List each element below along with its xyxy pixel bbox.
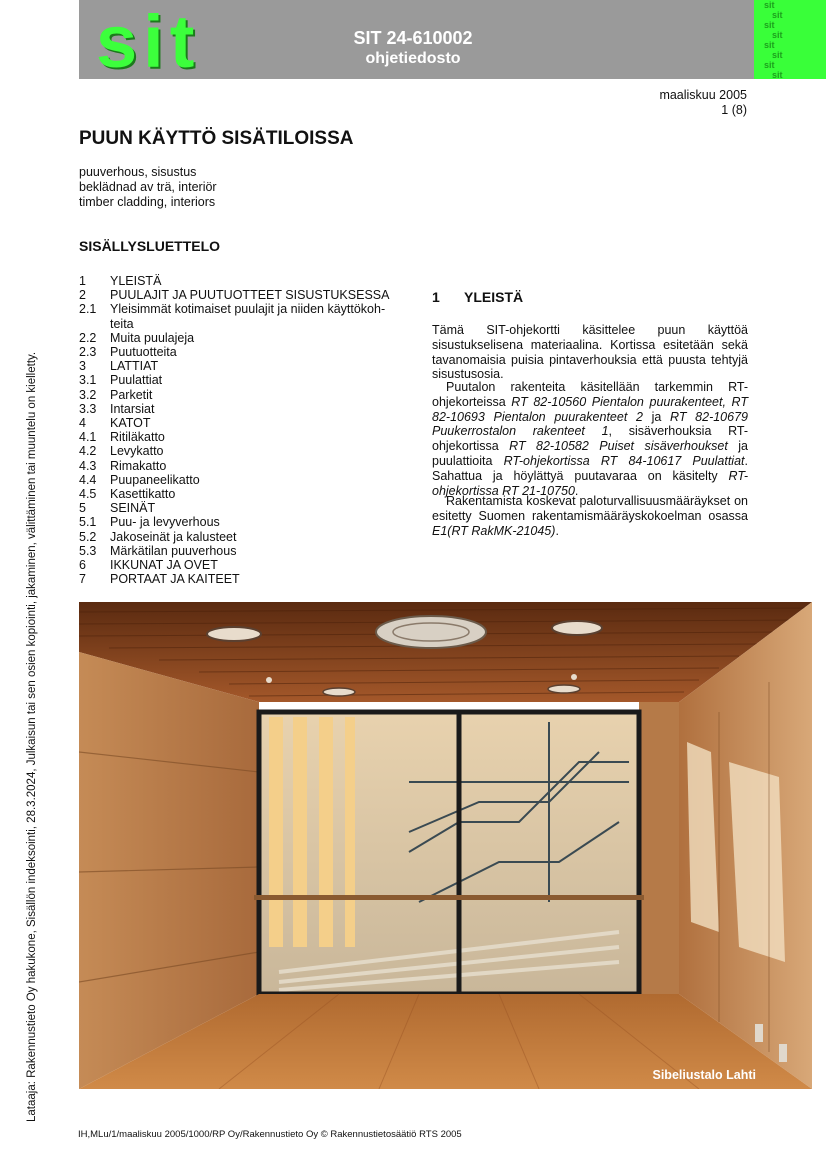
- toc-item-number: 2: [79, 288, 86, 303]
- toc-item-number: 3.1: [79, 373, 97, 388]
- toc-item-number: 5.3: [79, 543, 97, 558]
- toc-item: [79, 473, 399, 487]
- toc-item-label: PUULAJIT JA PUUTUOTTEET SISUSTUKSESSA: [110, 288, 390, 303]
- body-text: Rakentamista koskevat paloturvallisuusmääräykset on esitetty Suomen rakentamismääräyskokoelman osassa: [432, 494, 748, 523]
- toc-item: [79, 430, 399, 444]
- toc-item-label: YLEISTÄ: [110, 274, 162, 288]
- toc-item-number: 2.2: [79, 330, 97, 345]
- toc-item: [79, 487, 399, 501]
- table-of-contents: [79, 274, 399, 586]
- page-title: PUUN KÄYTTÖ SISÄTILOISSA: [79, 128, 354, 149]
- photo-caption: Sibeliustalo Lahti: [652, 1068, 756, 1082]
- document-type: ohjetiedosto: [365, 50, 461, 67]
- toc-item: [79, 373, 399, 387]
- logo-pattern: sit: [764, 60, 775, 70]
- toc-item-number: 4: [79, 416, 86, 431]
- toc-item-label: Puupaneelikatto: [110, 472, 200, 487]
- toc-item-label: Märkätilan puuverhous: [110, 543, 237, 558]
- reference-text: E1(RT RakMK-21045): [432, 523, 556, 538]
- keywords: [79, 165, 217, 210]
- toc-item: [79, 572, 399, 586]
- reference-text: RT 82-10582 Puiset sisäverhoukset: [509, 439, 728, 454]
- toc-item: [79, 388, 399, 402]
- toc-item-label: Intarsiat: [110, 401, 155, 416]
- reference-text: RT 82-10679 Puukerrostalon rakenteet 1: [432, 409, 748, 439]
- toc-item-number: 5.1: [79, 515, 97, 530]
- toc-item-label: IKKUNAT JA OVET: [110, 558, 218, 573]
- logo-pattern: sit: [764, 20, 775, 30]
- toc-item-number: 4.2: [79, 444, 97, 459]
- logo-pattern: sit: [772, 70, 783, 79]
- body-text: ja: [642, 409, 671, 424]
- toc-item: [79, 331, 399, 345]
- toc-item-number: 3: [79, 359, 86, 374]
- toc-item: [79, 515, 399, 529]
- toc-item-label: Jakoseinät ja kalusteet: [110, 529, 237, 544]
- toc-item-label: SEINÄT: [110, 501, 156, 516]
- body-text: , sisäverhouksia RT-ohjekortissa: [432, 424, 748, 454]
- body-text: .: [555, 523, 559, 538]
- toc-item-label: Parketit: [110, 387, 153, 402]
- keyword-fi: puuverhous, sisustus: [79, 165, 197, 179]
- body-text: .: [574, 483, 579, 498]
- toc-item: [79, 459, 399, 473]
- logo-pattern: sit: [764, 40, 775, 50]
- page-number: 1 (8): [721, 103, 747, 117]
- toc-item-label: Puulattiat: [110, 373, 163, 388]
- body-text: . Sahattua ja höylättyä puutavaraa on käsitelty: [432, 453, 748, 483]
- toc-item: [79, 302, 399, 330]
- toc-item: [79, 544, 399, 558]
- toc-item-label: Levykatto: [110, 444, 164, 459]
- toc-item: [79, 274, 399, 288]
- toc-item: [79, 359, 399, 373]
- date-block: [659, 88, 747, 118]
- toc-item-label: Puu- ja levyverhous: [110, 515, 220, 530]
- toc-item-label: KATOT: [110, 416, 151, 431]
- toc-item-number: 3.2: [79, 387, 97, 402]
- toc-item-number: 4.1: [79, 430, 97, 445]
- section-number: 1: [432, 289, 440, 305]
- reference-text: RT-ohjekortissa RT 21-10750: [432, 468, 748, 498]
- paragraph-2: [432, 380, 748, 498]
- toc-item-label: Kasettikatto: [110, 487, 176, 502]
- paragraph-1: Tämä SIT-ohjekortti käsittelee puun käyttöä sisustukselisena materiaalina. Kortissa esitetään sekä tavanomaisia puisia pintaverhouksia että puusta tehtyjä sisustusosia.: [432, 323, 748, 382]
- paragraph-3: [432, 494, 748, 538]
- logo-pattern: sit: [772, 50, 783, 60]
- toc-item-number: 6: [79, 558, 86, 573]
- toc-item-label: Yleisimmät kotimaiset puulajit ja niiden käyttökoh-teita: [110, 302, 386, 331]
- toc-item-number: 5: [79, 501, 86, 516]
- toc-item-number: 2.3: [79, 345, 97, 360]
- keyword-sv: beklädnad av trä, interiör: [79, 180, 217, 194]
- side-notice: Lataaja: Rakennustieto Oy hakukone, Sisällön indeksointi, 28.3.2024, Julkaisun tai sen osien kopiointi, jakaminen, välittäminen tai muuntelu on kielletty.: [26, 351, 38, 1122]
- sit-logo: sit: [96, 0, 201, 83]
- toc-item-label: Puutuotteita: [110, 345, 177, 360]
- toc-item-number: 4.4: [79, 472, 97, 487]
- toc-item-number: 2.1: [79, 302, 97, 317]
- toc-item: [79, 530, 399, 544]
- toc-item-label: PORTAAT JA KAITEET: [110, 572, 240, 587]
- toc-item: [79, 402, 399, 416]
- body-text: Puutalon rakenteita käsitellään tarkemmin RT-ohjekorteissa: [432, 380, 748, 409]
- toc-item-number: 4.5: [79, 487, 97, 502]
- toc-item-label: Muita puulajeja: [110, 330, 195, 345]
- toc-item-number: 1: [79, 274, 86, 288]
- keyword-en: timber cladding, interiors: [79, 195, 216, 209]
- header-decoration: [754, 0, 826, 79]
- toc-item-number: 7: [79, 572, 86, 587]
- logo-pattern: sit: [764, 0, 775, 10]
- toc-item-label: LATTIAT: [110, 359, 159, 374]
- logo-pattern: sit: [772, 30, 783, 40]
- toc-item: [79, 345, 399, 359]
- section-heading: [432, 289, 523, 305]
- toc-item-label: Ritiläkatto: [110, 430, 165, 445]
- toc-item: [79, 558, 399, 572]
- toc-item: [79, 444, 399, 458]
- footer: IH,MLu/1/maaliskuu 2005/1000/RP Oy/Rakennustieto Oy © Rakennustietosäätiö RTS 2005: [78, 1129, 462, 1140]
- toc-item-number: 4.3: [79, 458, 97, 473]
- toc-item: [79, 501, 399, 515]
- issue-date: maaliskuu 2005: [659, 88, 747, 102]
- toc-item: [79, 416, 399, 430]
- section-title: YLEISTÄ: [464, 289, 524, 305]
- reference-text: RT 82-10560 Pientalon puurakenteet, RT 82-10693 Pientalon puurakenteet 2: [432, 394, 748, 424]
- toc-heading: SISÄLLYSLUETTELO: [79, 238, 221, 254]
- interior-photo: [79, 602, 812, 1089]
- toc-item: [79, 288, 399, 302]
- document-code: SIT 24-610002: [353, 28, 473, 48]
- body-text: ja puulattioita: [432, 439, 748, 468]
- toc-item-number: 5.2: [79, 529, 97, 544]
- logo-pattern: sit: [772, 10, 783, 20]
- toc-item-number: 3.3: [79, 401, 97, 416]
- toc-item-label: Rimakatto: [110, 458, 167, 473]
- reference-text: RT-ohjekortissa RT 84-10617 Puulattiat: [503, 453, 745, 468]
